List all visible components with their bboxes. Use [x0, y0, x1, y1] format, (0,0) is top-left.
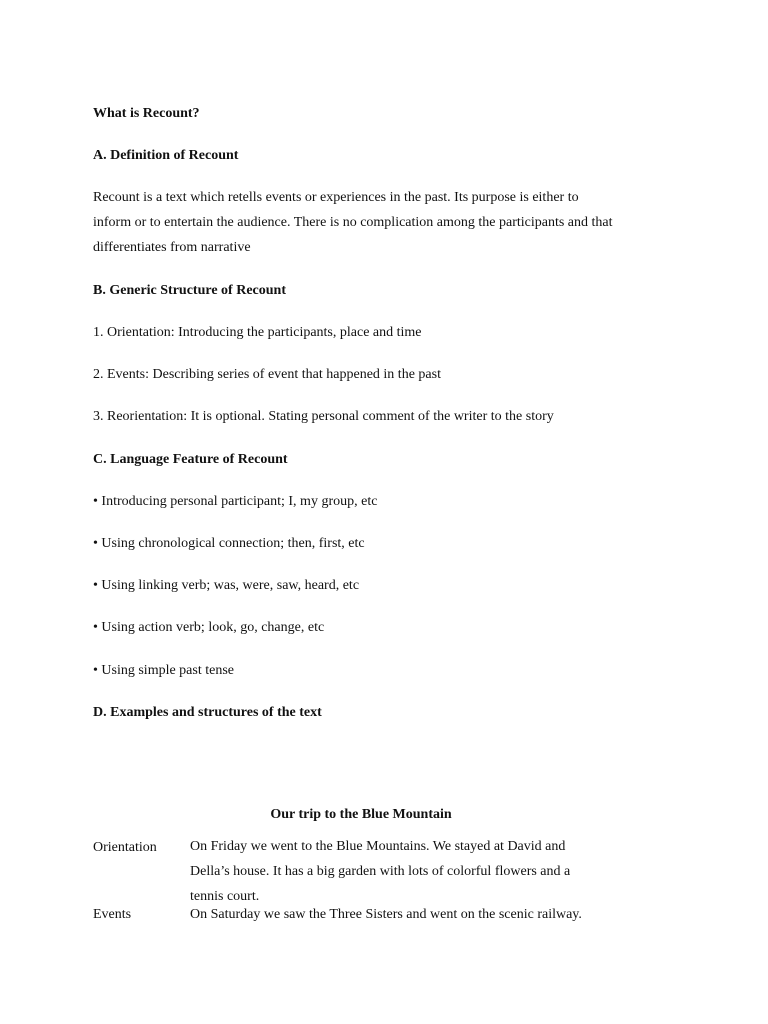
events-label: Events	[93, 907, 132, 922]
events-line: On Saturday we saw the Three Sisters and went on the scenic railway.	[190, 907, 582, 922]
structure-item-events: 2. Events: Describing series of event that happened in the past	[93, 367, 441, 382]
orientation-label: Orientation	[93, 840, 157, 855]
section-d-heading: D. Examples and structures of the text	[93, 705, 322, 720]
orientation-line: On Friday we went to the Blue Mountains. We stayed at David and	[190, 839, 566, 854]
paragraph-line: differentiates from narrative	[93, 240, 251, 255]
feature-item: • Using action verb; look, go, change, etc	[93, 620, 325, 635]
feature-item: • Using simple past tense	[93, 663, 234, 678]
structure-item-orientation: 1. Orientation: Introducing the participants, place and time	[93, 325, 422, 340]
section-b-heading: B. Generic Structure of Recount	[93, 283, 286, 298]
example-title: Our trip to the Blue Mountain	[270, 807, 452, 822]
orientation-line: Della’s house. It has a big garden with lots of colorful flowers and a	[190, 864, 571, 879]
paragraph-line: Recount is a text which retells events or experiences in the past. Its purpose is either to	[93, 190, 579, 205]
paragraph-line: inform or to entertain the audience. There is no complication among the participants and that	[93, 215, 613, 230]
orientation-line: tennis court.	[190, 889, 260, 904]
feature-item: • Using linking verb; was, were, saw, heard, etc	[93, 578, 360, 593]
feature-item: • Introducing personal participant; I, my group, etc	[93, 494, 378, 509]
feature-item: • Using chronological connection; then, first, etc	[93, 536, 365, 551]
events-text	[190, 902, 660, 927]
structure-item-reorientation: 3. Reorientation: It is optional. Stating personal comment of the writer to the story	[93, 409, 554, 424]
section-a-heading: A. Definition of Recount	[93, 148, 239, 163]
section-c-heading: C. Language Feature of Recount	[93, 452, 288, 467]
orientation-text	[190, 834, 660, 909]
document-title: What is Recount?	[93, 106, 200, 121]
section-a-paragraph	[93, 185, 683, 260]
